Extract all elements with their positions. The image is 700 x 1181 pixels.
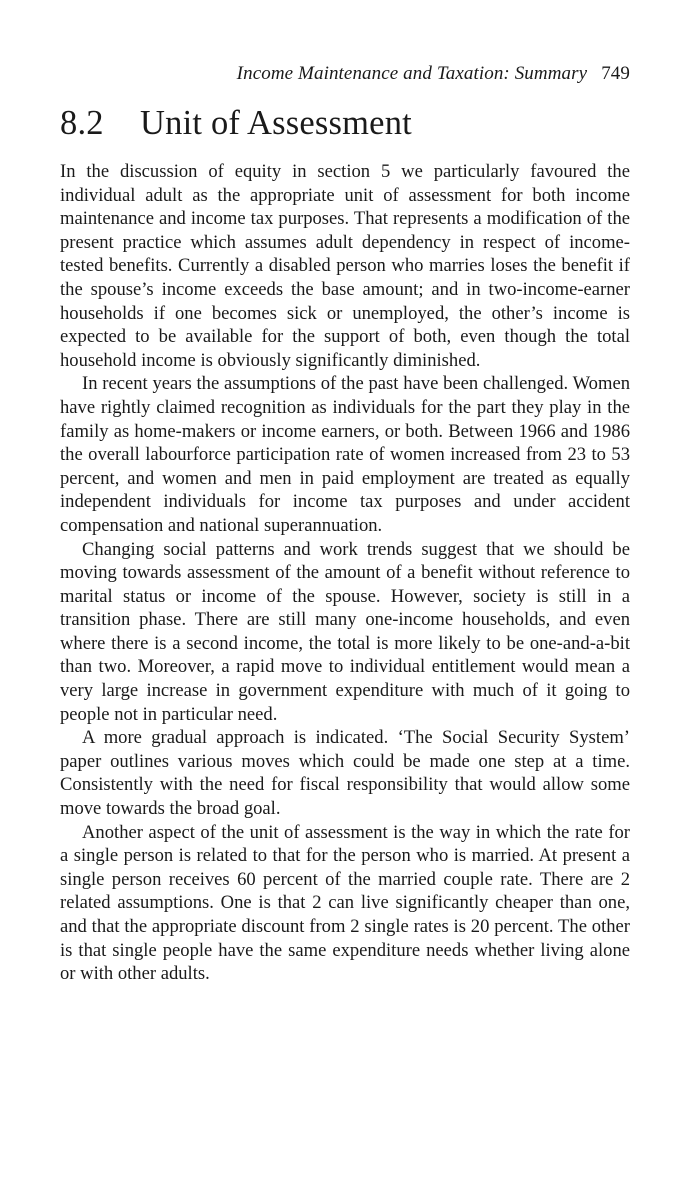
- running-head-title: Income Maintenance and Taxation: Summary: [236, 63, 588, 84]
- paragraph: Another aspect of the unit of assessment is the way in which the rate for a single person is related to that for the person who is married. At present a single person receives 60 percent of the married couple rate. There are 2 related assumptions. One is that 2 can live significantly cheaper than one, and that the appropriate discount from 2 single rates is 20 percent. The other is that single people have the same expenditure needs whether living alone or with other adults.: [60, 821, 630, 985]
- paragraph: In the discussion of equity in section 5 we particularly favoured the individual adult as the appropriate unit of assessment for both income maintenance and income tax purposes. That represents a modification of the present practice which assumes adult dependency in respect of income-tested benefits. Currently a disabled person who marries loses the benefit if the spouse’s income exceeds the base amount; and in two-income-earner households if one becomes sick or unemployed, the other’s income is expected to be available for the support of both, even though the total household income is obviously significantly diminished.: [60, 161, 630, 371]
- paragraph: A more gradual approach is indicated. ‘The Social Security System’ paper outlines various moves which could be made one step at a time. Consistently with the need for fiscal responsibility that would allow some move towards the broad goal.: [60, 727, 630, 820]
- section-title: Unit of Assessment: [140, 104, 412, 142]
- body-text: [60, 160, 630, 986]
- section-heading: [60, 104, 412, 143]
- running-head: [237, 63, 630, 85]
- paragraph: Changing social patterns and work trends suggest that we should be moving towards assessment of the amount of a benefit without reference to marital status or income of the spouse. However, society is still in a transition phase. There are still many one-income households, and even where there is a second income, the total is more likely to be one-and-a-bit than two. Moreover, a rapid move to individual entitlement would mean a very large increase in government expenditure with much of it going to people not in particular need.: [60, 538, 630, 725]
- paragraph: In recent years the assumptions of the past have been challenged. Women have rightly claimed recognition as individuals for the part they play in the family as home-makers or income earners, or both. Between 1966 and 1986 the overall labourforce participation rate of women increased from 23 to 53 percent, and women and men in paid employment are treated as equally independent individuals for income tax purposes and under accident compensation and national superannuation.: [60, 373, 630, 536]
- page-number: 749: [601, 63, 630, 84]
- section-number: 8.2: [60, 104, 104, 142]
